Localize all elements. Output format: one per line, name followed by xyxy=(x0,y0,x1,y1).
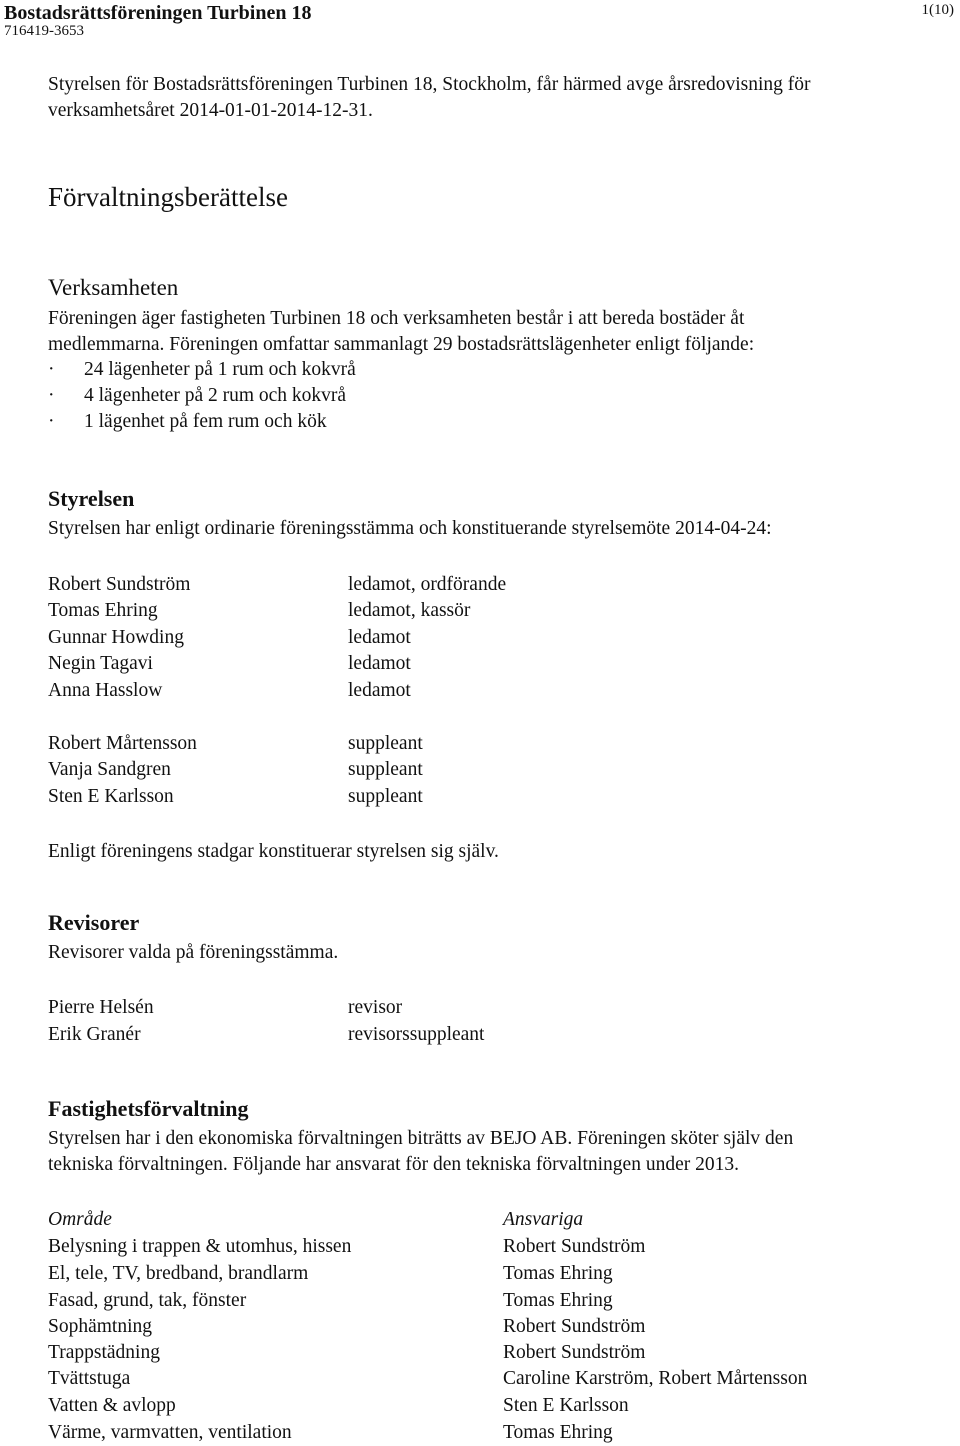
area-cell: Värme, varmvatten, ventilation xyxy=(48,1422,292,1443)
member-name: Negin Tagavi xyxy=(48,653,153,674)
section-heading-styrelsen: Styrelsen xyxy=(48,486,135,511)
responsible-cell: Sten E Karlsson xyxy=(503,1395,629,1416)
area-cell: Fasad, grund, tak, fönster xyxy=(48,1290,247,1311)
area-cell: El, tele, TV, bredband, brandlarm xyxy=(48,1263,309,1284)
substitute-name: Robert Mårtensson xyxy=(48,733,197,754)
substitute-role: suppleant xyxy=(348,759,423,780)
column-header-area: Område xyxy=(48,1209,112,1230)
page-indicator: 1(10) xyxy=(921,2,954,18)
member-role: ledamot xyxy=(348,627,411,648)
main-heading: Förvaltningsberättelse xyxy=(48,182,288,212)
member-name: Gunnar Howding xyxy=(48,627,184,648)
member-name: Robert Sundström xyxy=(48,574,191,595)
member-role: ledamot, ordförande xyxy=(348,574,507,595)
auditor-name: Pierre Helsén xyxy=(48,997,154,1018)
area-cell: Tvättstuga xyxy=(48,1368,131,1389)
member-name: Anna Hasslow xyxy=(48,680,163,701)
member-role: ledamot xyxy=(348,680,411,701)
intro-line-2: verksamhetsåret 2014-01-01-2014-12-31. xyxy=(48,100,373,121)
intro-line-1: Styrelsen för Bostadsrättsföreningen Turbinen 18, Stockholm, får härmed avge årsredovisning för xyxy=(48,74,811,95)
section-heading-verksamheten: Verksamheten xyxy=(48,275,179,300)
section-heading-fastighet: Fastighetsförvaltning xyxy=(48,1096,249,1121)
responsible-cell: Caroline Karström, Robert Mårtensson xyxy=(503,1368,808,1389)
fastighet-line-2: tekniska förvaltningen. Följande har ansvarat för den tekniska förvaltningen under 2013. xyxy=(48,1154,739,1175)
verksamheten-line-2: medlemmarna. Föreningen omfattar sammanlagt 29 bostadsrättslägenheter enligt följande: xyxy=(48,334,755,355)
bullet-marker: · xyxy=(48,359,55,380)
member-name: Tomas Ehring xyxy=(48,600,158,621)
area-cell: Trappstädning xyxy=(48,1342,160,1363)
auditor-role: revisorssuppleant xyxy=(348,1024,485,1045)
section-heading-revisorer: Revisorer xyxy=(48,910,140,935)
substitute-name: Sten E Karlsson xyxy=(48,786,174,807)
substitute-name: Vanja Sandgren xyxy=(48,759,171,780)
member-role: ledamot, kassör xyxy=(348,600,471,621)
responsible-cell: Robert Sundström xyxy=(503,1316,646,1337)
responsible-cell: Tomas Ehring xyxy=(503,1422,613,1443)
responsible-cell: Tomas Ehring xyxy=(503,1290,613,1311)
substitute-role: suppleant xyxy=(348,786,423,807)
auditor-role: revisor xyxy=(348,997,403,1018)
bullet-marker: · xyxy=(48,385,55,406)
list-item: 1 lägenhet på fem rum och kök xyxy=(84,411,327,432)
document-header-title: Bostadsrättsföreningen Turbinen 18 xyxy=(4,2,312,24)
styrelsen-intro: Styrelsen har enligt ordinarie föreningsstämma och konstituerande styrelsemöte 2014-04-24: xyxy=(48,518,772,539)
responsible-cell: Robert Sundström xyxy=(503,1236,646,1257)
list-item: 24 lägenheter på 1 rum och kokvrå xyxy=(84,359,356,380)
area-cell: Belysning i trappen & utomhus, hissen xyxy=(48,1236,352,1257)
org-number: 716419-3653 xyxy=(4,23,84,39)
area-cell: Sophämtning xyxy=(48,1316,153,1337)
member-role: ledamot xyxy=(348,653,411,674)
column-header-responsible: Ansvariga xyxy=(503,1209,584,1230)
responsible-cell: Robert Sundström xyxy=(503,1342,646,1363)
styrelsen-note: Enligt föreningens stadgar konstituerar styrelsen sig själv. xyxy=(48,841,499,862)
area-cell: Vatten & avlopp xyxy=(48,1395,176,1416)
verksamheten-line-1: Föreningen äger fastigheten Turbinen 18 och verksamheten består i att bereda bostäder åt xyxy=(48,308,745,329)
auditor-name: Erik Granér xyxy=(48,1024,141,1045)
revisorer-intro: Revisorer valda på föreningsstämma. xyxy=(48,942,339,963)
responsible-cell: Tomas Ehring xyxy=(503,1263,613,1284)
list-item: 4 lägenheter på 2 rum och kokvrå xyxy=(84,385,347,406)
fastighet-line-1: Styrelsen har i den ekonomiska förvaltningen biträtts av BEJO AB. Föreningen sköter själv den xyxy=(48,1128,794,1149)
bullet-marker: · xyxy=(48,411,55,432)
substitute-role: suppleant xyxy=(348,733,423,754)
